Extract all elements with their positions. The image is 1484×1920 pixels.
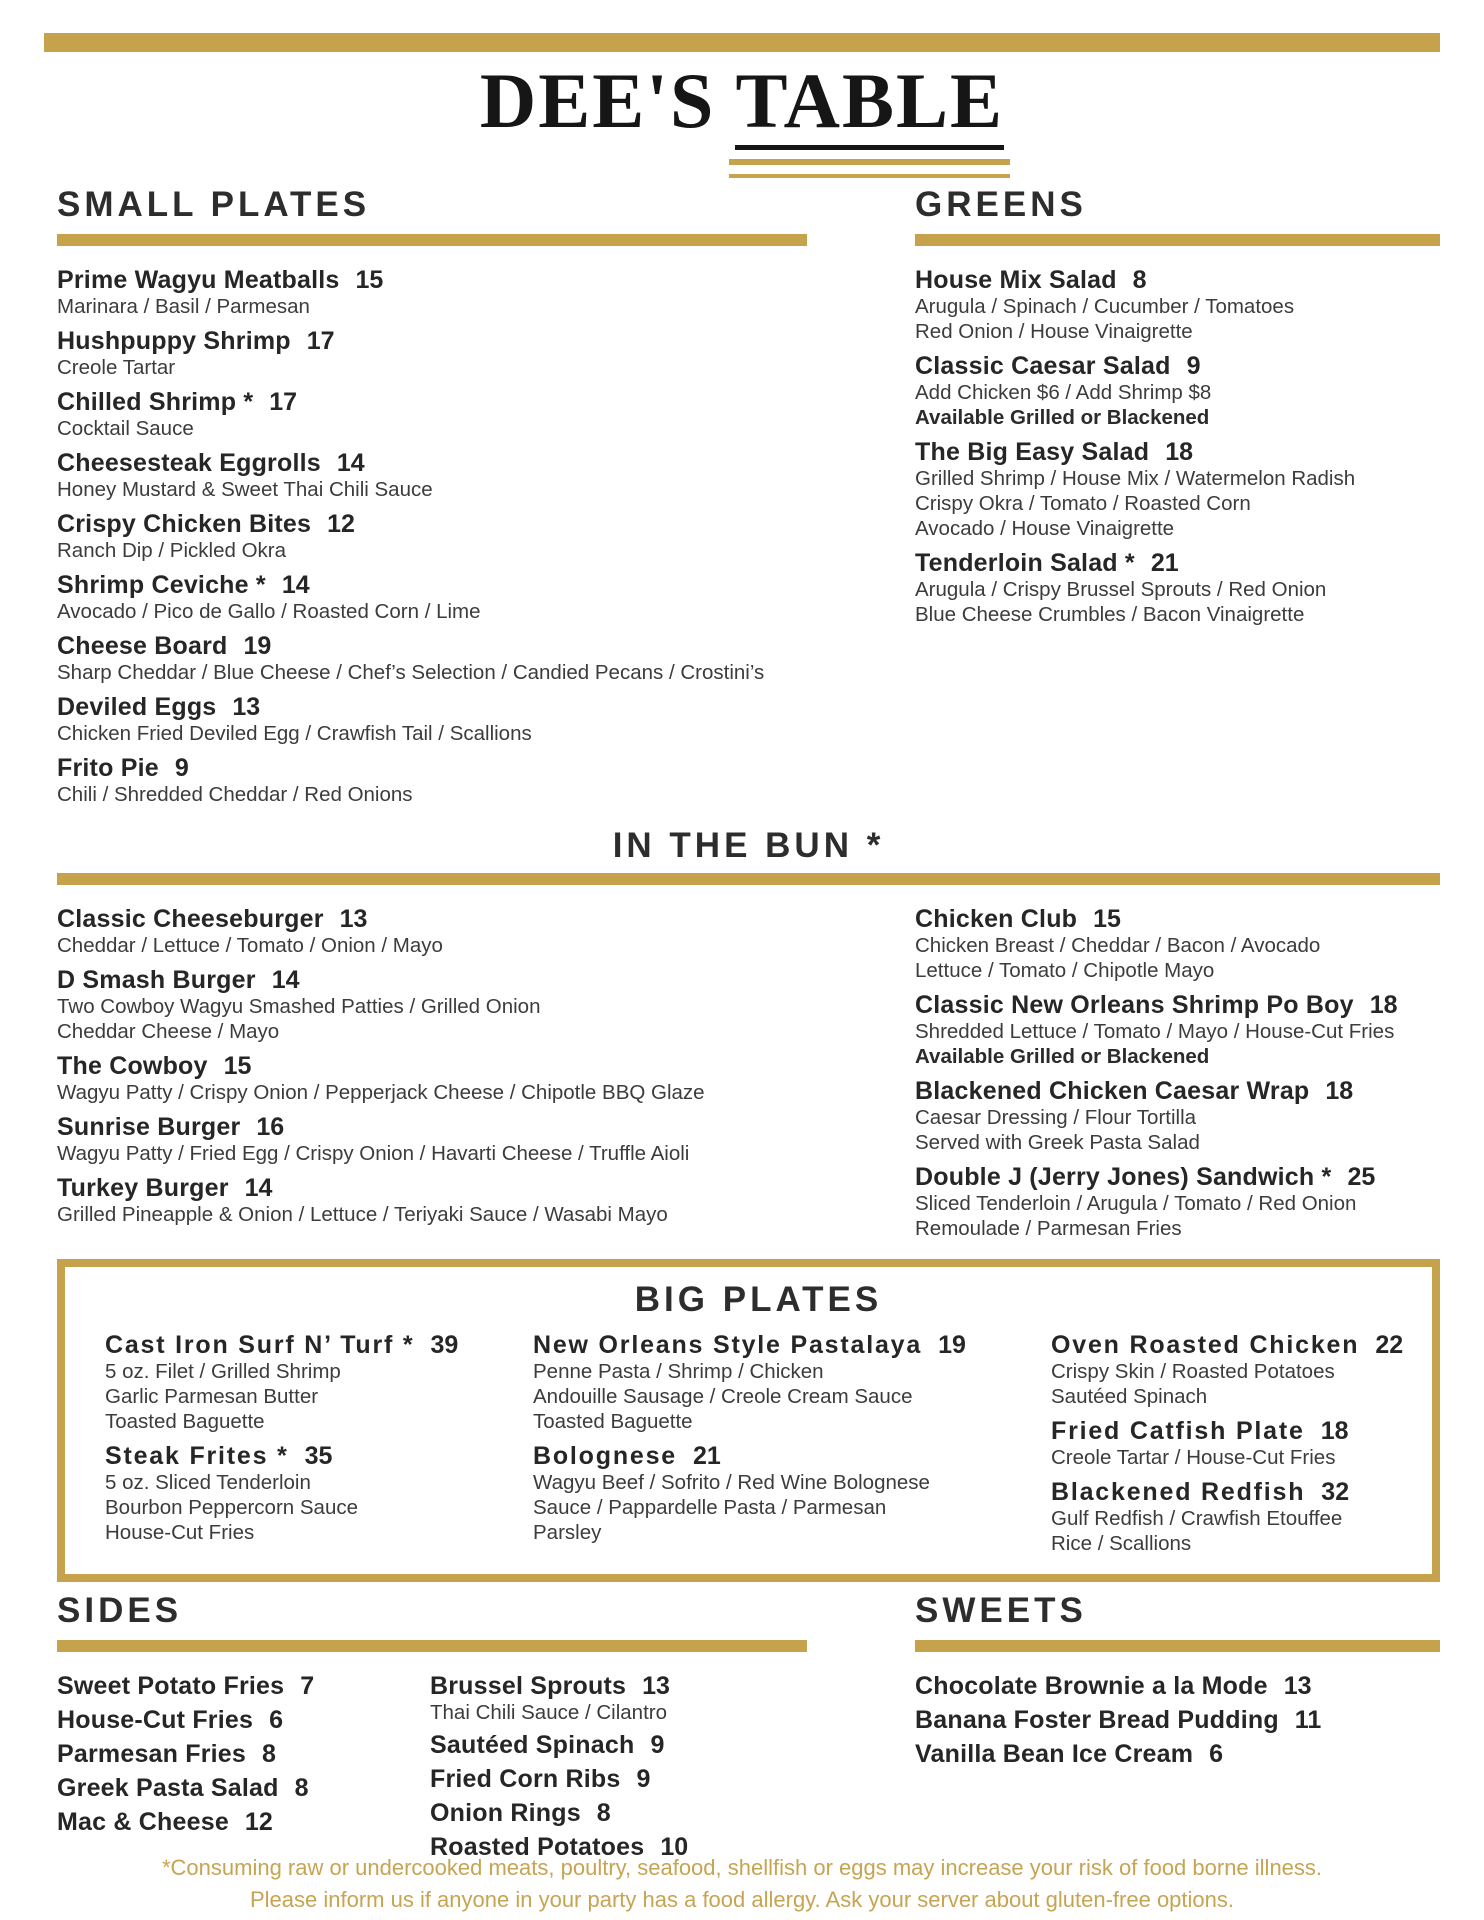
item-description-line: Sliced Tenderloin / Arugula / Tomato / Red Onion — [915, 1192, 1357, 1215]
item-name: D Smash Burger — [57, 966, 256, 994]
menu-item — [57, 1113, 807, 1166]
item-name: Cheese Board — [57, 632, 228, 660]
item-name: The Big Easy Salad — [915, 438, 1150, 466]
menu-item — [915, 905, 1440, 983]
menu-item — [915, 1672, 1440, 1700]
item-description-line: Wagyu Patty / Crispy Onion / Pepperjack Cheese / Chipotle BBQ Glaze — [57, 1081, 705, 1104]
item-description-line: Cocktail Sauce — [57, 417, 194, 440]
item-name: Fried Catfish Plate — [1051, 1417, 1305, 1445]
item-name: House Mix Salad — [915, 266, 1117, 294]
item-description-line: Creole Tartar / House-Cut Fries — [1051, 1446, 1336, 1469]
item-description-line: House-Cut Fries — [105, 1521, 255, 1544]
menu-item — [57, 1174, 807, 1227]
item-description-line: Penne Pasta / Shrimp / Chicken — [533, 1360, 824, 1383]
small-plates-items — [57, 266, 807, 807]
item-name: Fried Corn Ribs — [430, 1765, 621, 1793]
menu-item-header — [915, 549, 1440, 577]
item-description-line: Add Chicken $6 / Add Shrimp $8 — [915, 381, 1212, 404]
menu-item-header — [57, 966, 807, 994]
menu-item — [533, 1442, 1051, 1545]
menu-item-header — [915, 905, 1440, 933]
item-name: Cast Iron Surf N’ Turf * — [105, 1331, 415, 1359]
menu-item-header — [915, 1077, 1440, 1105]
item-name: Turkey Burger — [57, 1174, 229, 1202]
menu-item-header — [57, 905, 807, 933]
menu-item-header — [57, 1774, 430, 1802]
menu-item-header — [915, 991, 1440, 1019]
item-description-line: Red Onion / House Vinaigrette — [915, 320, 1193, 343]
menu-item — [57, 1808, 430, 1836]
item-price: 14 — [271, 966, 300, 994]
menu-item — [57, 693, 807, 746]
menu-item — [430, 1799, 807, 1827]
menu-item-header — [57, 1672, 430, 1700]
item-description-line: Garlic Parmesan Butter — [105, 1385, 319, 1408]
footer-line-1: *Consuming raw or undercooked meats, poultry, seafood, shellfish or eggs may increase your risk of food borne illness. — [161, 1855, 1323, 1880]
menu-item — [430, 1731, 807, 1759]
title-prefix: DEE'S — [479, 57, 736, 144]
item-description-line: 5 oz. Filet / Grilled Shrimp — [105, 1360, 341, 1383]
menu-item — [57, 632, 807, 685]
item-description-line: Gulf Redfish / Crawfish Etouffee — [1051, 1507, 1343, 1530]
menu-item — [1051, 1417, 1412, 1470]
item-price: 8 — [596, 1799, 611, 1827]
menu-item-header — [1051, 1417, 1412, 1445]
menu-item — [57, 1740, 430, 1768]
item-description-line: Ranch Dip / Pickled Okra — [57, 539, 287, 562]
menu-item — [915, 266, 1440, 344]
item-description-line: Arugula / Crispy Brussel Sprouts / Red Onion — [915, 578, 1327, 601]
item-price: 21 — [1150, 549, 1179, 577]
item-description-line: 5 oz. Sliced Tenderloin — [105, 1471, 311, 1494]
menu-item-header — [105, 1331, 533, 1359]
menu-item-header — [57, 388, 807, 416]
item-name: Classic New Orleans Shrimp Po Boy — [915, 991, 1354, 1019]
item-description-line: Cheddar / Lettuce / Tomato / Onion / Mayo — [57, 934, 443, 957]
sides-columns — [57, 1652, 807, 1867]
item-description-line: Crispy Okra / Tomato / Roasted Corn — [915, 492, 1251, 515]
item-price: 15 — [223, 1052, 252, 1080]
item-description-line: Parsley — [533, 1521, 602, 1544]
menu-item — [57, 966, 807, 1044]
menu-item-header — [915, 1672, 1440, 1700]
menu-item — [105, 1442, 533, 1545]
item-price: 14 — [281, 571, 310, 599]
item-description-line: Sautéed Spinach — [1051, 1385, 1208, 1408]
item-description-line: Avocado / House Vinaigrette — [915, 517, 1175, 540]
menu-content — [0, 186, 1484, 1867]
in-the-bun-right-items — [915, 905, 1440, 1249]
item-price: 13 — [1283, 1672, 1312, 1700]
item-price: 6 — [269, 1706, 283, 1734]
item-price: 25 — [1347, 1163, 1376, 1191]
item-price: 9 — [1186, 352, 1201, 380]
menu-item-header — [430, 1799, 807, 1827]
item-name: Onion Rings — [430, 1799, 581, 1827]
section-heading-sweets: SWEETS — [915, 1591, 1087, 1630]
sides-col1-items — [57, 1672, 430, 1867]
item-price: 35 — [304, 1442, 333, 1470]
menu-item — [915, 1163, 1440, 1241]
menu-item-header — [430, 1765, 807, 1793]
menu-item — [57, 1672, 430, 1700]
item-name: Crispy Chicken Bites — [57, 510, 312, 538]
menu-item — [1051, 1331, 1412, 1409]
item-price: 10 — [660, 1833, 689, 1861]
section-heading-sides: SIDES — [57, 1591, 183, 1630]
menu-item-header — [57, 1740, 430, 1768]
menu-item — [57, 388, 807, 441]
item-name: Frito Pie — [57, 754, 159, 782]
menu-item — [57, 266, 807, 319]
menu-item-header — [57, 571, 807, 599]
item-price: 9 — [650, 1731, 665, 1759]
item-price: 13 — [642, 1672, 670, 1700]
top-accent-bar — [44, 33, 1440, 52]
item-description-line: Lettuce / Tomato / Chipotle Mayo — [915, 959, 1215, 982]
item-description-line: Wagyu Beef / Sofrito / Red Wine Bolognese — [533, 1471, 930, 1494]
menu-item-header — [57, 1174, 807, 1202]
item-name: House-Cut Fries — [57, 1706, 254, 1734]
item-name: Deviled Eggs — [57, 693, 217, 721]
item-description-line: Cheddar Cheese / Mayo — [57, 1020, 280, 1043]
menu-item-header — [915, 1740, 1440, 1768]
item-price: 11 — [1294, 1706, 1322, 1734]
item-description-line: Bourbon Peppercorn Sauce — [105, 1496, 359, 1519]
menu-item-header — [57, 1113, 807, 1141]
item-name: Chilled Shrimp * — [57, 388, 254, 416]
section-in-the-bun — [57, 827, 1440, 1249]
section-small-plates — [57, 186, 807, 815]
item-description-line: Crispy Skin / Roasted Potatoes — [1051, 1360, 1335, 1383]
item-description-line: Wagyu Patty / Fried Egg / Crispy Onion / Havarti Cheese / Truffle Aioli — [57, 1142, 690, 1165]
menu-item — [915, 352, 1440, 430]
item-price: 18 — [1320, 1417, 1349, 1445]
item-description-line: Rice / Scallions — [1051, 1532, 1192, 1555]
item-description-line: Thai Chili Sauce / Cilantro — [430, 1701, 667, 1724]
menu-item — [430, 1765, 807, 1793]
item-price: 9 — [174, 754, 189, 782]
menu-item-header — [105, 1442, 533, 1470]
item-description-line: Chili / Shredded Cheddar / Red Onions — [57, 783, 413, 806]
menu-item-header — [57, 449, 807, 477]
menu-item-header — [57, 632, 807, 660]
item-description-line: Remoulade / Parmesan Fries — [915, 1217, 1182, 1240]
item-description-line: Sauce / Pappardelle Pasta / Parmesan — [533, 1496, 887, 1519]
item-price: 12 — [244, 1808, 273, 1836]
menu-item — [57, 1706, 430, 1734]
menu-item — [915, 1740, 1440, 1768]
item-description-line: Toasted Baguette — [533, 1410, 693, 1433]
section-heading-small-plates: SMALL PLATES — [57, 185, 371, 224]
item-price: 19 — [938, 1331, 966, 1359]
menu-item-header — [915, 1163, 1440, 1191]
item-name: Sautéed Spinach — [430, 1731, 635, 1759]
menu-item-header — [1051, 1478, 1412, 1506]
menu-item — [105, 1331, 533, 1434]
item-price: 13 — [232, 693, 261, 721]
menu-item-header — [915, 438, 1440, 466]
item-price: 21 — [693, 1442, 721, 1470]
row-sides-sweets — [57, 1592, 1440, 1867]
section-sweets — [915, 1592, 1440, 1867]
menu-item-header — [57, 266, 807, 294]
menu-item — [1051, 1478, 1412, 1556]
item-price: 14 — [244, 1174, 273, 1202]
item-price: 15 — [1093, 905, 1121, 933]
item-name: Prime Wagyu Meatballs — [57, 266, 340, 294]
menu-item-header — [915, 352, 1440, 380]
item-description-line: Chicken Fried Deviled Egg / Crawfish Tail / Scallions — [57, 722, 532, 745]
item-price: 22 — [1375, 1331, 1404, 1359]
item-price: 18 — [1325, 1077, 1354, 1105]
item-name: Sweet Potato Fries — [57, 1672, 285, 1700]
in-the-bun-columns — [57, 885, 1440, 1249]
greens-items — [915, 266, 1440, 627]
menu-item — [57, 905, 807, 958]
menu-item — [430, 1672, 807, 1725]
menu-item — [915, 438, 1440, 541]
item-price: 18 — [1165, 438, 1194, 466]
item-name: Chicken Club — [915, 905, 1078, 933]
item-name: Brussel Sprouts — [430, 1672, 627, 1700]
menu-item-header — [430, 1672, 807, 1700]
item-name: Vanilla Bean Ice Cream — [915, 1740, 1194, 1768]
menu-item-header — [57, 510, 807, 538]
menu-item-header — [57, 1706, 430, 1734]
item-description-line: Blue Cheese Crumbles / Bacon Vinaigrette — [915, 603, 1305, 626]
item-name: Parmesan Fries — [57, 1740, 247, 1768]
item-name: Classic Caesar Salad — [915, 352, 1171, 380]
item-price: 14 — [336, 449, 365, 477]
item-name: Roasted Potatoes — [430, 1833, 645, 1861]
item-price: 6 — [1209, 1740, 1224, 1768]
sides-col2-items — [430, 1672, 807, 1867]
item-description-line: Grilled Shrimp / House Mix / Watermelon Radish — [915, 467, 1356, 490]
menu-item — [915, 1077, 1440, 1155]
menu-item-header — [915, 266, 1440, 294]
item-name: Banana Foster Bread Pudding — [915, 1706, 1279, 1734]
item-description-line: Chicken Breast / Cheddar / Bacon / Avocado — [915, 934, 1321, 957]
gold-divider — [915, 1640, 1440, 1652]
item-price: 8 — [294, 1774, 309, 1802]
item-description-line: Toasted Baguette — [105, 1410, 265, 1433]
item-description-line: Two Cowboy Wagyu Smashed Patties / Grilled Onion — [57, 995, 541, 1018]
title-underlined-word: TABLE — [735, 57, 1004, 150]
menu-item-header — [57, 1808, 430, 1836]
big-plates-col3-items — [1051, 1331, 1412, 1564]
item-description-line: Avocado / Pico de Gallo / Roasted Corn / Lime — [57, 600, 481, 623]
item-price: 8 — [1132, 266, 1147, 294]
item-description-line: Marinara / Basil / Parmesan — [57, 295, 310, 318]
footer-line-2: Please inform us if anyone in your party has a food allergy. Ask your server about gluten-free options. — [249, 1887, 1235, 1912]
item-price: 15 — [355, 266, 384, 294]
item-name: Hushpuppy Shrimp — [57, 327, 291, 355]
item-description-line: Arugula / Spinach / Cucumber / Tomatoes — [915, 295, 1295, 318]
item-name: Chocolate Brownie a la Mode — [915, 1672, 1268, 1700]
menu-item — [533, 1331, 1051, 1434]
item-name: Tenderloin Salad * — [915, 549, 1135, 577]
menu-item — [915, 991, 1440, 1069]
item-price: 9 — [636, 1765, 651, 1793]
item-description-line: Served with Greek Pasta Salad — [915, 1131, 1200, 1154]
gold-divider — [915, 234, 1440, 246]
item-price: 7 — [300, 1672, 315, 1700]
item-price: 19 — [243, 632, 272, 660]
item-name: Blackened Redfish — [1051, 1478, 1306, 1506]
section-big-plates — [57, 1259, 1440, 1582]
menu-item-header — [57, 754, 807, 782]
item-price: 13 — [339, 905, 368, 933]
item-description-line: Caesar Dressing / Flour Tortilla — [915, 1106, 1197, 1129]
big-plates-col2-items — [533, 1331, 1051, 1564]
menu-item-header — [533, 1442, 1051, 1470]
menu-item-header — [533, 1331, 1051, 1359]
item-description-line: Available Grilled or Blackened — [915, 1045, 1210, 1068]
item-description-line: Andouille Sausage / Creole Cream Sauce — [533, 1385, 913, 1408]
item-price: 12 — [327, 510, 355, 538]
section-heading-in-the-bun: IN THE BUN * — [612, 826, 885, 865]
big-plates-col1-items — [105, 1331, 533, 1564]
item-name: The Cowboy — [57, 1052, 208, 1080]
menu-item-header — [57, 327, 807, 355]
item-description-line: Available Grilled or Blackened — [915, 406, 1210, 429]
item-description-line: Creole Tartar — [57, 356, 176, 379]
menu-item-header — [915, 1706, 1440, 1734]
gold-divider — [57, 1640, 807, 1652]
menu-item — [915, 549, 1440, 627]
section-heading-greens: GREENS — [915, 185, 1087, 224]
item-name: Mac & Cheese — [57, 1808, 229, 1836]
item-name: Blackened Chicken Caesar Wrap — [915, 1077, 1310, 1105]
menu-item — [57, 327, 807, 380]
row-small-plates-greens — [57, 186, 1440, 815]
item-name: Double J (Jerry Jones) Sandwich * — [915, 1163, 1332, 1191]
menu-item — [57, 449, 807, 502]
item-name: New Orleans Style Pastalaya — [533, 1331, 923, 1359]
menu-item-header — [57, 693, 807, 721]
item-description-line: Honey Mustard & Sweet Thai Chili Sauce — [57, 478, 433, 501]
item-description-line: Sharp Cheddar / Blue Cheese / Chef’s Selection / Candied Pecans / Crostini’s — [57, 661, 765, 684]
footer-disclaimer — [0, 1852, 1484, 1916]
sweets-items — [915, 1672, 1440, 1768]
gold-divider — [57, 873, 1440, 885]
item-price: 32 — [1321, 1478, 1350, 1506]
item-name: Cheesesteak Eggrolls — [57, 449, 321, 477]
menu-item — [57, 510, 807, 563]
item-name: Bolognese — [533, 1442, 677, 1470]
gold-divider — [57, 234, 807, 246]
item-name: Oven Roasted Chicken — [1051, 1331, 1360, 1359]
menu-item — [57, 1774, 430, 1802]
menu-item — [57, 571, 807, 624]
section-greens — [915, 186, 1440, 815]
item-name: Sunrise Burger — [57, 1113, 241, 1141]
menu-item — [57, 754, 807, 807]
item-description-line: Shredded Lettuce / Tomato / Mayo / House-Cut Fries — [915, 1020, 1395, 1043]
section-sides — [57, 1592, 807, 1867]
menu-item-header — [57, 1052, 807, 1080]
item-price: 18 — [1369, 991, 1398, 1019]
item-price: 17 — [269, 388, 298, 416]
restaurant-title — [0, 57, 1484, 144]
item-price: 16 — [256, 1113, 285, 1141]
in-the-bun-left-items — [57, 905, 807, 1249]
item-price: 17 — [306, 327, 335, 355]
item-name: Shrimp Ceviche * — [57, 571, 266, 599]
item-description-line: Grilled Pineapple & Onion / Lettuce / Teriyaki Sauce / Wasabi Mayo — [57, 1203, 668, 1226]
item-name: Greek Pasta Salad — [57, 1774, 279, 1802]
item-price: 39 — [430, 1331, 459, 1359]
menu-item-header — [1051, 1331, 1412, 1359]
big-plates-columns — [105, 1331, 1412, 1564]
item-name: Classic Cheeseburger — [57, 905, 324, 933]
item-price: 8 — [262, 1740, 276, 1768]
menu-item-header — [430, 1731, 807, 1759]
menu-item — [57, 1052, 807, 1105]
section-heading-big-plates: BIG PLATES — [634, 1280, 883, 1319]
menu-item — [915, 1706, 1440, 1734]
item-name: Steak Frites * — [105, 1442, 289, 1470]
